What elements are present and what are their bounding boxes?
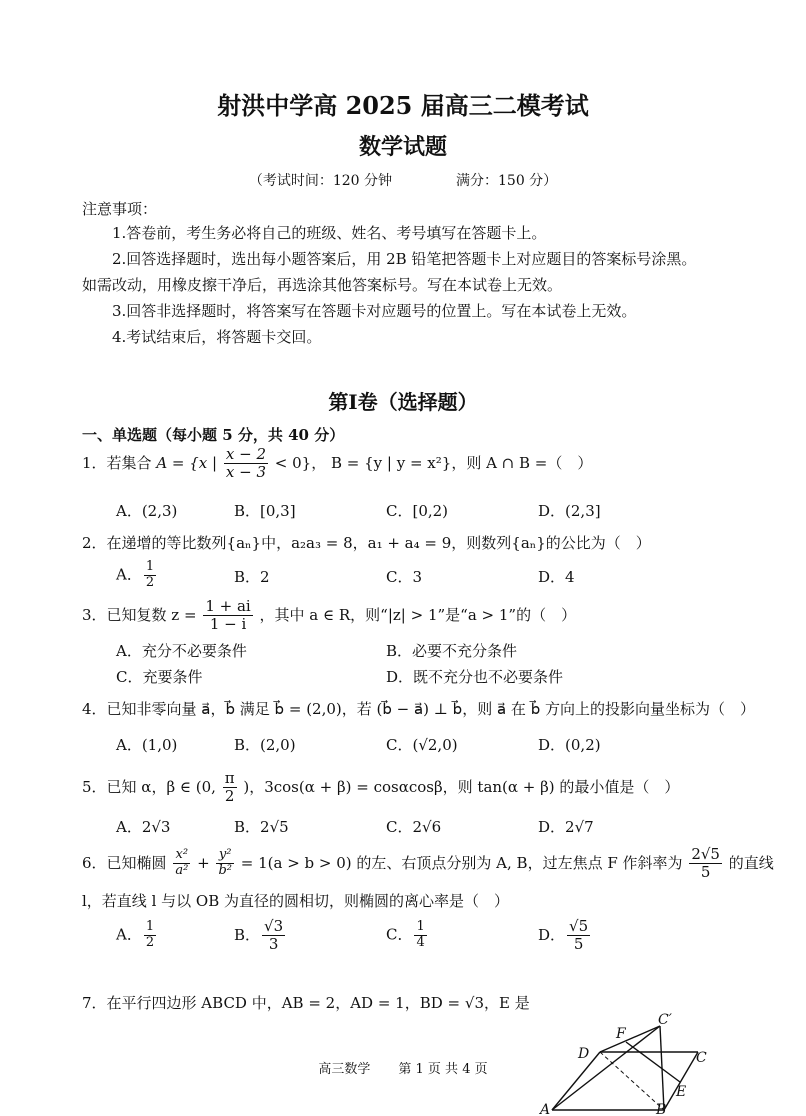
note-2-cont: 如需改动，用橡皮擦干净后，再选涂其他答案标号。写在本试卷上无效。	[82, 276, 563, 294]
q4-option-d: D．(0,2)	[538, 736, 601, 754]
label-b: B	[656, 1102, 667, 1116]
q3-option-c: C．充要条件	[116, 668, 203, 686]
label-f: F	[616, 1026, 626, 1042]
section-title: 第Ⅰ卷（选择题）	[328, 390, 478, 414]
question-4-stem: 4．已知非零向量 a⃗，b⃗ 满足 b⃗ = (2,0)，若 (b⃗ − a⃗) ⊥ b⃗，则 a⃗ 在 b⃗ 方向上的投影向量坐标为（ ）	[82, 700, 755, 718]
q3-option-b: B．必要不充分条件	[386, 642, 518, 660]
q2-option-d: D．4	[538, 568, 575, 586]
q1-option-a: A．(2,3)	[116, 502, 178, 520]
subject-title: 数学试题	[358, 134, 447, 160]
note-3: 3.回答非选择题时，将答案写在答题卡对应题号的位置上。写在本试卷上无效。	[112, 302, 637, 320]
q1-option-b: B．[0,3]	[234, 502, 296, 520]
footer-subject: 高三数学	[318, 1062, 371, 1077]
q6-option-a: A． $\frac{1}{2}$	[116, 919, 155, 950]
exam-info	[0, 170, 806, 190]
q1-option-d: D．(2,3]	[538, 502, 601, 520]
question-5-stem: 5．已知 α，β ∈ (0, $\frac{\pi}{2}$ )，3cos(α + β) = cosαcosβ，则 tan(α + β) 的最小值是（ ）	[82, 769, 680, 806]
q2-option-c: C．3	[386, 568, 423, 586]
q6-option-c: C． $\frac{1}{4}$	[386, 919, 425, 950]
footer-page: 第 1 页 共 4 页	[398, 1062, 488, 1077]
q4-option-b: B．(2,0)	[234, 736, 296, 754]
page-footer	[0, 1058, 806, 1077]
note-1: 1.答卷前，考生务必将自己的班级、姓名、考号填写在答题卡上。	[112, 224, 547, 242]
q6-option-b: B． $\frac{√3}{3}$	[234, 917, 284, 954]
score-info: 满分：150 分）	[456, 173, 558, 189]
question-3-stem: 3．已知复数 z = $\frac{1 + ai}{1 - i}$ ，其中 a ∈ R，则“|z| > 1”是“a > 1”的（ ）	[82, 597, 577, 634]
edge-d-cprime	[600, 1026, 660, 1052]
q5-option-a: A．2√3	[116, 818, 171, 836]
q6-option-d: D． $\frac{√5}{5}$	[538, 917, 589, 954]
q4-option-a: A．(1,0)	[116, 736, 178, 754]
question-2-stem: 2．在递增的等比数列{aₙ}中，a₂a₃ = 8，a₁ + a₄ = 9，则数列{aₙ}的公比为（ ）	[82, 534, 651, 552]
q2-option-a: A． $\frac{1}{2}$	[116, 559, 155, 590]
q3-option-a: A．充分不必要条件	[116, 642, 247, 660]
notes-heading: 注意事项：	[82, 200, 158, 218]
question-1-stem: 1．若集合 A = {x | $\frac{x - 2}{x - 3}$ < 0}， B = {y | y = x²}，则 A ∩ B =（ ）	[82, 445, 593, 482]
exam-title: 射洪中学高 2025 届高三二模考试	[217, 91, 589, 120]
label-e: E	[676, 1084, 687, 1100]
label-d: D	[578, 1046, 590, 1062]
question-6-stem: 6．已知椭圆 $\frac{\text{x²}}{\text{a²}}$ + $\frac{\text{y²}}{\text{b²}}$ = 1(a > b > 0) 的左、右顶点分别为 A, B，过左焦点 F 作斜率为 $\frac{2√5}{5}$ 的直线	[82, 845, 774, 882]
label-c: C	[696, 1050, 707, 1066]
q1-option-c: C．[0,2)	[386, 502, 449, 520]
q2-option-b: B．2	[234, 568, 270, 586]
part-heading: 一、单选题（每小题 5 分，共 40 分）	[82, 426, 345, 444]
q5-option-d: D．2√7	[538, 818, 594, 836]
q4-option-c: C．(√2,0)	[386, 736, 458, 754]
question-6-line2: l，若直线 l 与以 OB 为直径的圆相切，则椭圆的离心率是（ ）	[82, 892, 509, 910]
question-7-stem: 7．在平行四边形 ABCD 中，AB = 2，AD = 1，BD = √3，E 是	[82, 994, 530, 1012]
q5-option-b: B．2√5	[234, 818, 289, 836]
q5-option-c: C．2√6	[386, 818, 442, 836]
label-cprime: C′	[658, 1012, 672, 1028]
note-4: 4.考试结束后，将答题卡交回。	[112, 328, 322, 346]
time-info: （考试时间：120 分钟	[248, 173, 392, 189]
note-2: 2.回答选择题时，选出每小题答案后，用 2B 铅笔把答题卡上对应题目的答案标号涂黑。	[112, 250, 697, 268]
q3-option-d: D．既不充分也不必要条件	[386, 668, 564, 686]
label-a: A	[540, 1102, 551, 1116]
